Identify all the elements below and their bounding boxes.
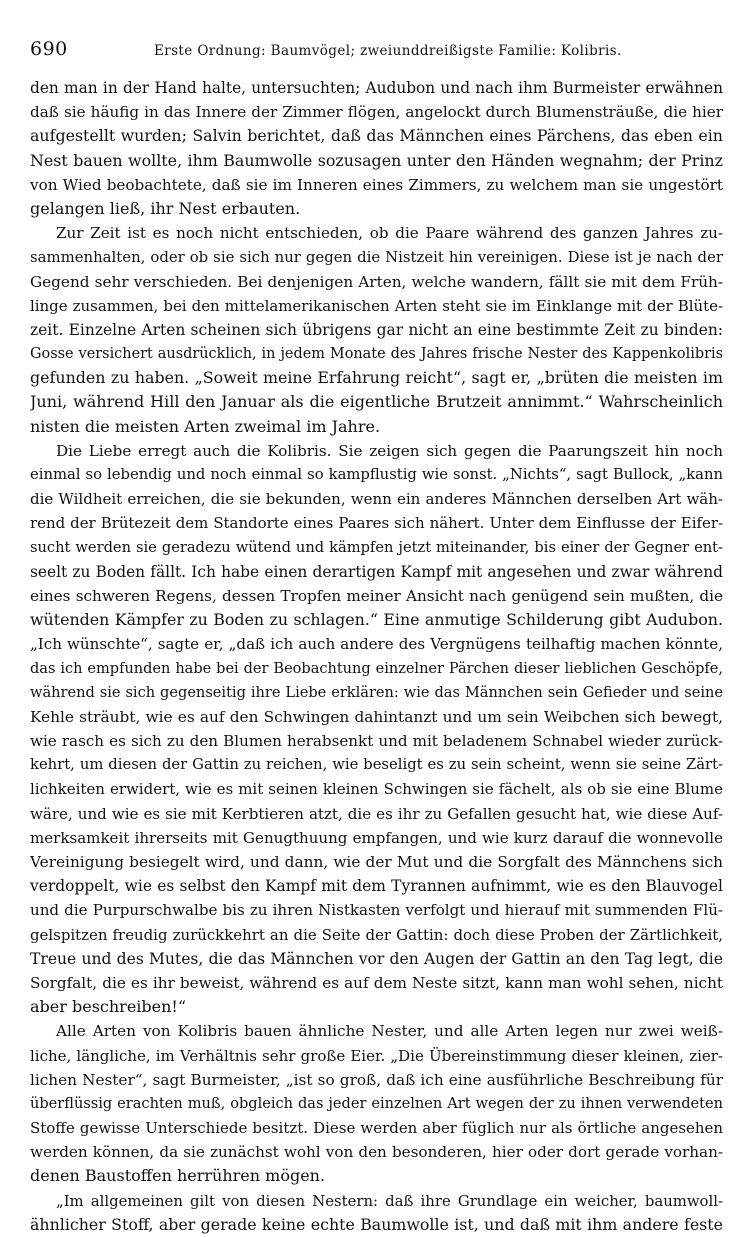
- text-line: gelangen ließ, ihr Nest erbauten.: [30, 198, 301, 218]
- text-line: lichkeiten erwidert, wie es mit seinen kleinen Schwingen sie fächelt, als ob sie eine Blume: [30, 780, 723, 799]
- text-line: aufgestellt wurden; Salvin berichtet, daß das Männchen eines Pärchens, das eben ein: [30, 126, 723, 146]
- page-number: 690: [30, 38, 68, 60]
- text-line: die Wildheit erreichen, die sie bekunden, wenn ein anderes Männchen derselben Art wäh-: [30, 490, 723, 509]
- text-line: überflüssig erachten muß, obgleich das jeder einzelnen Art wegen der zu ihnen verwendeten: [30, 1094, 723, 1112]
- text-line: kehrt, um diesen der Gattin zu reichen, wie beseligt es zu sein scheint, wenn sie seine Zärt-: [30, 756, 723, 774]
- text-line: Vereinigung besiegelt wird, und dann, wie der Mut und die Sorgfalt des Männchens sich: [30, 853, 723, 871]
- text-line: zeit. Einzelne Arten scheinen sich übrigens gar nicht an eine bestimmte Zeit zu binden:: [30, 320, 723, 339]
- text-line: sammenhalten, oder ob sie sich nur gegen die Nistzeit hin vereinigen. Diese ist je nach der: [30, 248, 723, 267]
- text-line: ähnlicher Stoff, aber gerade keine echte Baumwolle ist, und daß mit ihm andere feste: [30, 1214, 723, 1234]
- text-line: das ich empfunden habe bei der Beobachtung einzelner Pärchen dieser lieblichen Geschöpfe,: [30, 660, 723, 677]
- text-line: seelt zu Boden fällt. Ich habe einen derartigen Kampf mit angesehen und zwar während: [30, 562, 723, 581]
- page-header: [30, 38, 718, 68]
- text-line: gelspitzen freudig zurückkehrt an die Seite der Gattin: doch diese Proben der Zärtlichkeit,: [30, 925, 723, 944]
- text-line: merksamkeit ihrerseits mit Genugthuung empfangen, und wie kurz darauf die wonnevolle: [30, 828, 723, 847]
- text-line: von Wied beobachtete, daß sie im Inneren eines Zimmers, zu welchem man sie ungestört: [30, 175, 723, 194]
- text-line: verdoppelt, wie es selbst den Kampf mit dem Tyrannen aufnimmt, wie es den Blauvogel: [30, 877, 723, 896]
- running-title: Erste Ordnung: Baumvögel; zweiunddreißigste Familie: Kolibris.: [154, 43, 622, 59]
- text-line: „Im allgemeinen gilt von diesen Nestern: daß ihre Grundlage ein weicher, baumwoll-: [56, 1191, 723, 1210]
- paragraph: [30, 221, 723, 439]
- text-line: „Ich wünschte“, sagte er, „daß ich auch andere des Vergnügens teilhaftig machen könnte,: [30, 635, 723, 654]
- text-line: Alle Arten von Kolibris bauen ähnliche Nester, und alle Arten legen nur zwei weiß-: [56, 1022, 723, 1041]
- text-line: wütenden Kämpfer zu Boden zu schlagen.“ Eine anmutige Schilderung gibt Audubon.: [30, 610, 723, 630]
- text-line: werden können, da sie zunächst wohl von den besonderen, hier oder dort gerade vorhan-: [30, 1143, 723, 1162]
- text-line: Sorgfalt, die es ihr beweist, während es auf dem Neste sitzt, kann man wohl sehen, nicht: [30, 973, 723, 992]
- text-line: rend der Brütezeit dem Standorte eines Paares sich nähert. Unter dem Einflusse der Eifer-: [30, 514, 723, 533]
- text-line: den man in der Hand halte, untersuchten; Audubon und nach ihm Burmeister erwähnen: [30, 79, 723, 97]
- paragraph: [30, 1189, 723, 1237]
- text-line: nisten die meisten Arten zweimal im Jahre.: [30, 416, 381, 436]
- text-line: linge zusammen, bei den mittelamerikanischen Arten steht sie im Einklange mit der Blüte-: [30, 296, 723, 315]
- text-line: Stoffe gewisse Unterschiede besitzt. Diese werden aber füglich nur als örtliche angesehen: [30, 1119, 723, 1138]
- text-line: Treue und des Mutes, die das Männchen vor den Augen der Gattin an den Tag legt, die: [30, 949, 723, 968]
- text-line: aber beschreiben!“: [30, 997, 187, 1017]
- paragraph: [30, 76, 723, 221]
- text-line: und die Purpurschwalbe bis zu ihren Nistkasten verfolgt und hierauf mit summenden Flü-: [30, 901, 723, 920]
- text-line: denen Baustoffen herrühren mögen.: [30, 1166, 326, 1186]
- text-line: Gegend sehr verschieden. Bei denjenigen Arten, welche wandern, fällt sie mit dem Früh-: [30, 272, 723, 291]
- text-line: Die Liebe erregt auch die Kolibris. Sie zeigen sich gegen die Paarungszeit hin noch: [56, 441, 723, 460]
- text-line: Nest bauen wollte, ihm Baumwolle sozusagen unter den Händen wegnahm; der Prinz: [30, 150, 723, 170]
- text-line: einmal so lebendig und noch einmal so kampflustig wie sonst. „Nichts“, sagt Bullock, „kann: [30, 466, 723, 483]
- text-line: liche, längliche, im Verhältnis sehr große Eier. „Die Übereinstimmung dieser kleinen, zier-: [30, 1046, 723, 1065]
- text-line: sucht werden sie geradezu wütend und kämpfen jetzt miteinander, bis einer der Gegner ent-: [30, 538, 723, 556]
- paragraph: [30, 439, 723, 1020]
- text-line: Gosse versichert ausdrücklich, in jedem Monate des Jahres frische Nester des Kappenkolibris: [30, 346, 723, 363]
- text-line: Kehle sträubt, wie es auf den Schwingen dahintanzt und um sein Weibchen sich bewegt,: [30, 707, 723, 726]
- text-line: daß sie häufig in das Innere der Zimmer flögen, angelockt durch Blumensträuße, die hier: [30, 103, 723, 122]
- text-line: während sie sich gegenseitig ihre Liebe erklären: wie das Männchen sein Gefieder und seine: [30, 683, 723, 701]
- text-line: eines schweren Regens, dessen Tropfen meiner Ansicht nach genügend sein mußten, die: [30, 586, 723, 605]
- paragraph: [30, 1019, 723, 1188]
- text-line: gefunden zu haben. „Soweit meine Erfahrung reicht“, sagt er, „brüten die meisten im: [30, 368, 723, 388]
- text-line: wie rasch es sich zu den Blumen herabsenkt und mit beladenem Schnabel wieder zurück-: [30, 732, 723, 751]
- text-line: lichen Nester“, sagt Burmeister, „ist so groß, daß ich eine ausführliche Beschreibung für: [30, 1070, 723, 1089]
- text-line: wäre, und wie es sie mit Kerbtieren atzt, die es ihr zu Gefallen gesucht hat, wie diese Auf-: [30, 804, 723, 823]
- text-body: [30, 76, 723, 1237]
- text-line: Juni, während Hill den Januar als die eigentliche Brutzeit annimmt.“ Wahrscheinlich: [30, 392, 723, 412]
- text-line: Zur Zeit ist es noch nicht entschieden, ob die Paare während des ganzen Jahres zu-: [56, 224, 723, 243]
